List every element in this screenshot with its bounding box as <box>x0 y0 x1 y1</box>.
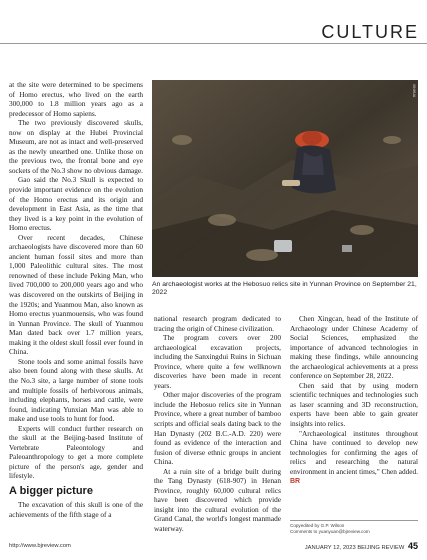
header-rule <box>0 43 427 44</box>
paragraph: Stone tools and some animal fossils have also been found along with these skulls. At the No.3 site, a large number of stone tools and multiple fossils of herbivorous animals, including elephants, horses and cattle, were found, indicating Yunxian Man was able to make and use tools to hunt for food. <box>9 356 143 424</box>
excavation-photo <box>152 80 418 277</box>
photo-credit: XINHUA <box>412 84 416 98</box>
footer-issue-text: JANUARY 12, 2023 BEIJING REVIEW <box>304 545 405 551</box>
article-column-right <box>290 314 418 487</box>
paragraph-text: "Archaeological institutes throughout China have continued to develop new technologies for confirming the ages of relics and researching the natural environment in ancient times," Chen added. <box>290 428 419 476</box>
paragraph: Other major discoveries of the program include the Hebosuo relics site in Yunnan Province, where a great number of bamboo scripts and official seals dating back to the Han Dynasty (202 B.C.-A.D. 220) were found as evidence of the interaction and fusion of diverse ethnic groups in ancient China. <box>154 390 281 467</box>
footer-issue <box>305 541 418 551</box>
paragraph: Experts will conduct further research on the skull at the Beijing-based Institute of Vertebrate Paleontology and Paleoanthropology to get a more complete picture of the person's age, gender and lifestyle. <box>9 423 143 481</box>
paragraph: Chen Xingcan, head of the Institute of Archaeology under Chinese Academy of Social Sciences, emphasized the importance of advanced technologies in making these findings, while announcing the archaeological achievements at a press conference on September 28, 2022. <box>290 314 418 381</box>
paragraph: Gao said the No.3 Skull is expected to provide important evidence on the evolution of the Homo erectus and its origin and development in East Asia, as the time that they lived is a key point in the evolution of Homo erectus. <box>9 175 143 233</box>
paragraph: national research program dedicated to tracing the origin of Chinese civilization. <box>154 314 281 333</box>
article-column-left <box>9 80 143 519</box>
paragraph: Over recent decades, Chinese archaeologists have discovered more than 60 ancient human fossil sites and more than 1,000 Paleolithic cultural sites. The most renowned of these include Peking Man, who lived 700,000 to 200,000 years ago and who was discovered on the outskirts of Beijing in the 1920s; and Yuanmou Man, also known as Homo erectus yuanmouensis, who was found in Yunnan Province. The skull of Yuanmou Man dated back over 1.7 million years, making it the oldest skull fossil ever found in China. <box>9 232 143 357</box>
end-mark: BR <box>290 478 301 486</box>
subheading: A bigger picture <box>9 484 93 497</box>
excavation-photo-illustration <box>152 80 418 277</box>
copyedit-note <box>290 520 418 535</box>
comments-line: Comments to yuanyuan@bjreview.com <box>290 529 370 534</box>
footer-url: http://www.bjreview.com <box>9 543 71 549</box>
page-number: 45 <box>407 541 418 551</box>
copyeditor-line: Copyedited by G.P. Wilson <box>290 523 345 528</box>
paragraph: The program covers over 200 archaeological excavation projects, including the Sanxingdui Ruins in Sichuan Province, where quite a few wellknown discoveries have been made in recent years. <box>154 333 281 390</box>
paragraph: Chen said that by using modern scientific techniques and technologies such as laser scanning and 3D reconstruction, experts have been able to gain greater insights into relics. <box>290 380 418 429</box>
paragraph: The two previously discovered skulls, now on display at the Hubei Provincial Museum, are not as intact and well-preserved as the newly unearthed one. Unlike those on the previous two, the frontal bone and eye sockets of the No.3 show no obvious damage. <box>9 118 143 175</box>
section-label: CULTURE <box>321 22 419 42</box>
paragraph <box>290 429 418 487</box>
article-column-middle <box>154 314 281 534</box>
paragraph: The excavation of this skull is one of the achievements of the fifth stage of a <box>9 499 143 519</box>
photo-caption: An archaeologist works at the Hebosuo relics site in Yunnan Province on September 21, 2022 <box>152 281 417 297</box>
paragraph: At a ruin site of a bridge built during the Tang Dynasty (618-907) in Henan Province, roughly 60,000 cultural relics have been discovered which provide insight into the cultural evolution of the Grand Canal, the world's longest manmade waterway. <box>154 466 281 534</box>
paragraph: at the site were determined to be specimens of Homo erectus, who lived on the earth 300,000 to 1.8 million years ago as a predecessor of Homo sapiens. <box>9 80 143 118</box>
